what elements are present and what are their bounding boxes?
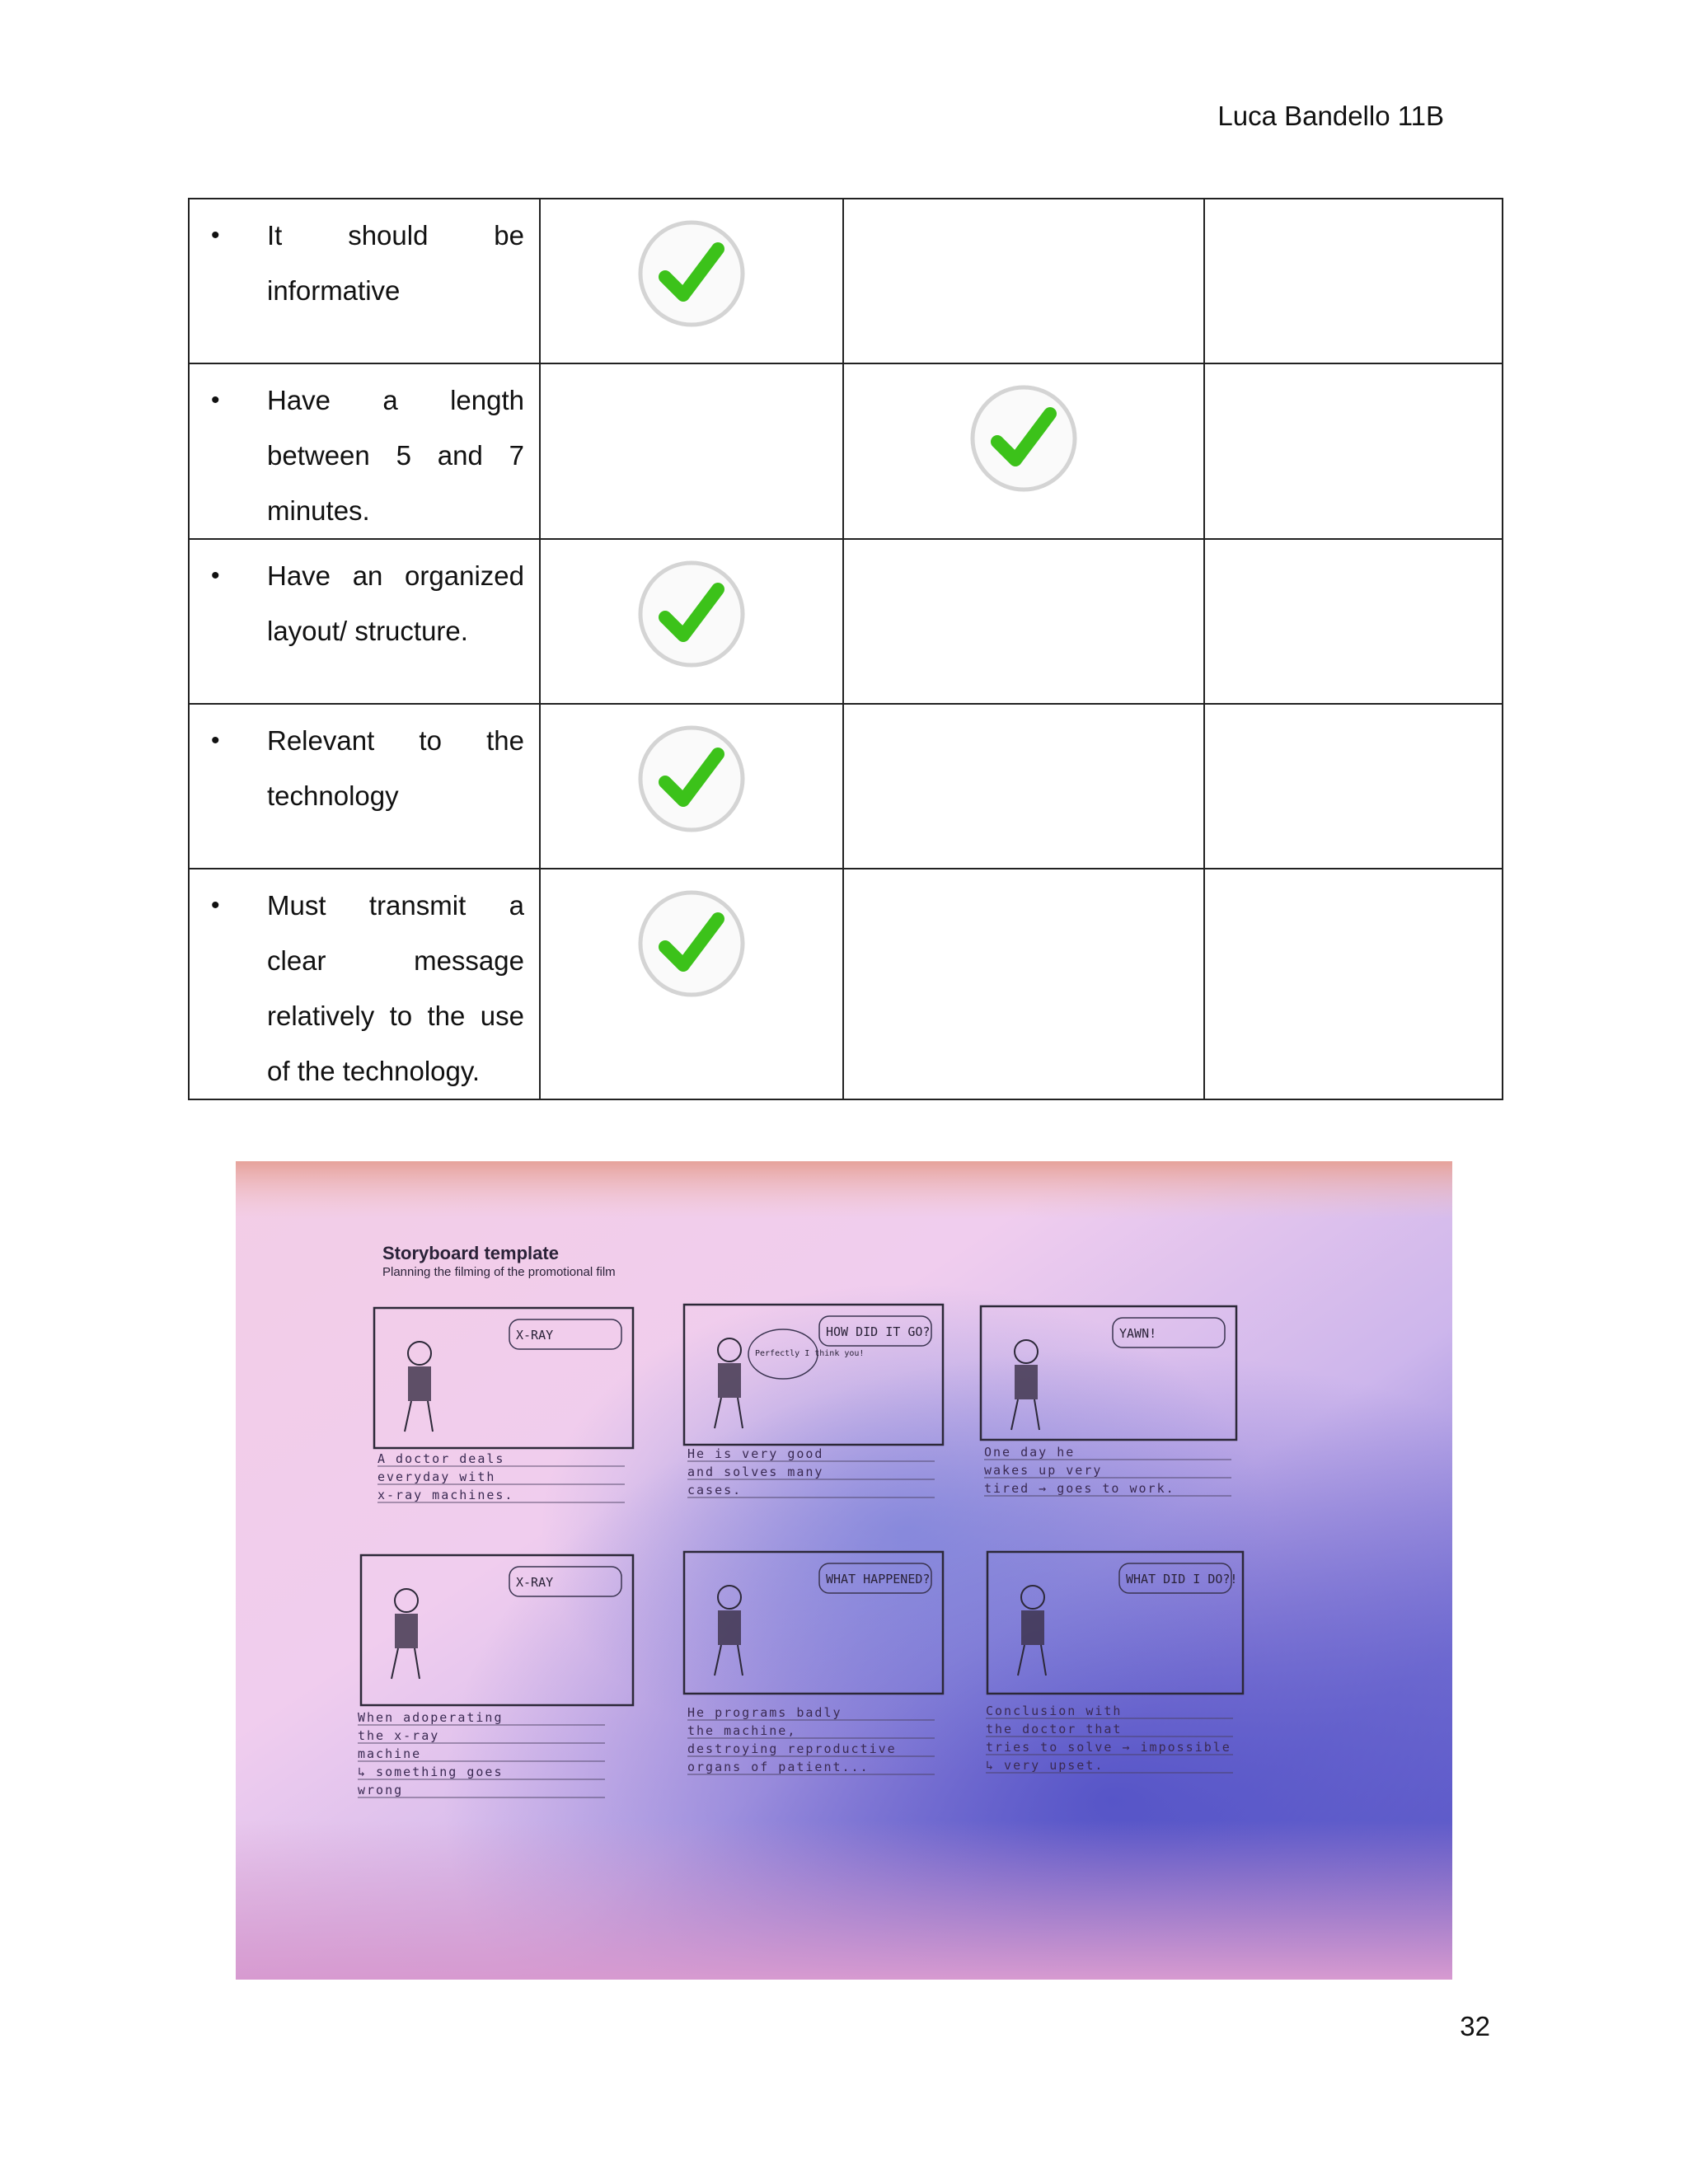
criterion-line: relatively to the use [267, 1001, 524, 1031]
rating-cell [540, 539, 843, 704]
green-check-icon [637, 219, 746, 328]
criterion-line: of the technology. [267, 1056, 481, 1086]
criterion-cell [189, 363, 540, 539]
speech-bubble-text: X-RAY [516, 1575, 554, 1590]
rating-cell [1204, 199, 1503, 363]
storyboard-subtitle: Planning the filming of the promotional film [382, 1265, 616, 1279]
criteria-row [189, 199, 1503, 363]
caption-line: wrong [358, 1783, 404, 1797]
criterion-line: Have an organized [267, 560, 524, 591]
caption-line: When adoperating [358, 1710, 504, 1725]
caption-line: destroying reproductive [687, 1741, 897, 1756]
criteria-row [189, 704, 1503, 869]
caption-line: tries to solve → impossible [986, 1740, 1231, 1755]
caption-line: ↳ something goes [358, 1765, 504, 1779]
rating-cell [1204, 539, 1503, 704]
caption-line: tired → goes to work. [984, 1481, 1175, 1496]
caption-line: He is very good [687, 1446, 824, 1461]
rating-cell [843, 869, 1204, 1099]
criterion-text [267, 373, 524, 538]
criterion-line: Have a length [267, 385, 524, 415]
figure-body [395, 1614, 418, 1648]
figure-body [1021, 1610, 1044, 1645]
criterion-line: technology [267, 780, 399, 811]
bullet-icon: • [211, 222, 220, 249]
rating-cell [540, 363, 843, 539]
criterion-cell [189, 704, 540, 869]
criterion-text [267, 548, 524, 658]
rating-cell [843, 199, 1204, 363]
speech-bubble-text: HOW DID IT GO? [826, 1324, 931, 1339]
caption-line: He programs badly [687, 1705, 842, 1720]
bullet-icon: • [211, 727, 220, 754]
criterion-cell [189, 539, 540, 704]
speech-bubble-text: YAWN! [1119, 1326, 1157, 1341]
caption-line: and solves many [687, 1465, 824, 1479]
criterion-line: informative [267, 275, 401, 306]
caption-line: wakes up very [984, 1463, 1103, 1478]
rating-cell [843, 704, 1204, 869]
figure-body [408, 1366, 431, 1401]
rating-cell [843, 539, 1204, 704]
page-number: 32 [1460, 2011, 1490, 2041]
rating-cell [540, 199, 843, 363]
rating-cell [540, 869, 843, 1099]
caption-line: One day he [984, 1445, 1076, 1460]
storyboard-photo [236, 1161, 1452, 1980]
caption-line: the doctor that [986, 1722, 1123, 1736]
green-check-icon [969, 384, 1078, 493]
caption-line: the x-ray [358, 1728, 440, 1743]
criterion-line: minutes. [267, 495, 370, 526]
criterion-line: It should be [267, 220, 524, 251]
page-header-author: Luca Bandello 11B [1217, 101, 1444, 131]
rating-cell [1204, 704, 1503, 869]
rating-cell [843, 363, 1204, 539]
criterion-line: Must transmit a [267, 890, 524, 921]
caption-line: organs of patient... [687, 1760, 870, 1774]
evaluation-table [188, 198, 1503, 1100]
caption-line: Conclusion with [986, 1704, 1123, 1718]
figure-body [718, 1610, 741, 1645]
criterion-line: between 5 and 7 [267, 440, 524, 471]
bullet-icon: • [211, 387, 220, 414]
caption-line: cases. [687, 1483, 743, 1497]
bullet-icon: • [211, 892, 220, 919]
caption-line: ↳ very upset. [986, 1758, 1104, 1773]
speech-bubble-text: X-RAY [516, 1328, 554, 1343]
speech-bubble-text: WHAT DID I DO?! [1126, 1572, 1238, 1586]
criterion-cell [189, 869, 540, 1099]
criterion-text [267, 878, 524, 1099]
storyboard-title: Storyboard template [382, 1243, 559, 1263]
bullet-icon: • [211, 562, 220, 589]
caption-line: x-ray machines. [377, 1488, 514, 1502]
criteria-row [189, 869, 1503, 1099]
criterion-line: Relevant to the [267, 725, 524, 756]
rating-cell [1204, 363, 1503, 539]
criteria-row [189, 539, 1503, 704]
green-check-icon [637, 889, 746, 998]
rating-cell [540, 704, 843, 869]
caption-line: A doctor deals [377, 1451, 505, 1466]
criterion-text [267, 713, 524, 823]
thought-bubble-text: Perfectly I think you! [755, 1349, 865, 1358]
speech-bubble-text: WHAT HAPPENED? [826, 1572, 931, 1586]
criterion-text [267, 208, 524, 318]
figure-body [1015, 1365, 1038, 1399]
caption-line: the machine, [687, 1723, 797, 1738]
rating-cell [1204, 869, 1503, 1099]
criterion-line: layout/ structure. [267, 616, 468, 646]
green-check-icon [637, 724, 746, 833]
green-check-icon [637, 560, 746, 668]
figure-body [718, 1363, 741, 1398]
criterion-cell [189, 199, 540, 363]
caption-line: everyday with [377, 1469, 496, 1484]
criteria-row [189, 363, 1503, 539]
caption-line: machine [358, 1746, 422, 1761]
criterion-line: clear message [267, 945, 524, 976]
